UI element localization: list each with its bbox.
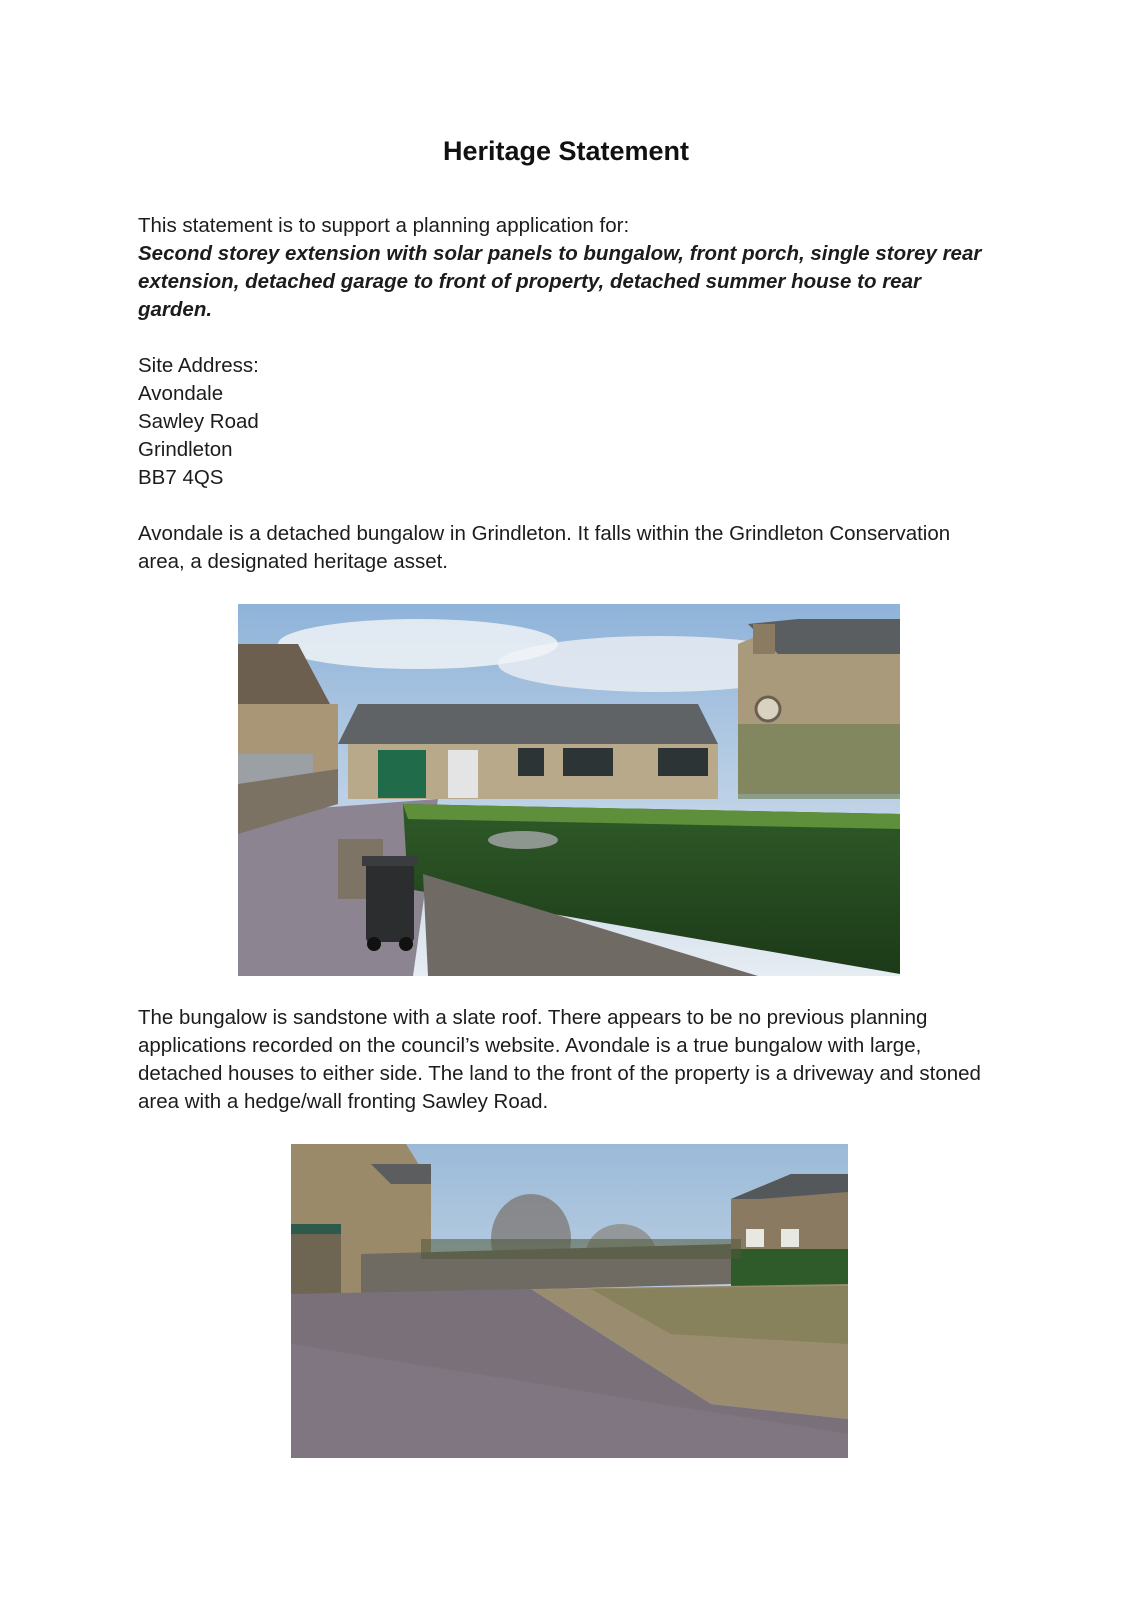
site-address <box>138 352 998 492</box>
intro-line: This statement is to support a planning application for: <box>138 214 630 237</box>
address-label: Site Address: <box>138 354 259 377</box>
photo-driveway <box>291 1144 848 1458</box>
page-title: Heritage Statement <box>442 136 690 166</box>
address-line: BB7 4QS <box>138 466 224 489</box>
address-line: Grindleton <box>138 438 233 461</box>
address-line: Avondale <box>138 382 224 405</box>
photo-bungalow-front <box>238 604 900 976</box>
address-line: Sawley Road <box>138 410 259 433</box>
paragraph-description: The bungalow is sandstone with a slate roof. There appears to be no previous planning applications recorded on the council’s website. Avondale is a true bungalow with large, detached houses to either side. The land to the front of the property is a driveway and stoned area with a hedge/wall fronting Sawley Road. <box>138 1006 981 1113</box>
paragraph-site-context: Avondale is a detached bungalow in Grindleton. It falls within the Grindleton Conservation area, a designated heritage asset. <box>138 522 951 573</box>
application-description: Second storey extension with solar panels to bungalow, front porch, single storey rear extension, detached garage to front of property, detached summer house to rear garden. <box>138 242 982 321</box>
intro-section <box>138 212 998 324</box>
